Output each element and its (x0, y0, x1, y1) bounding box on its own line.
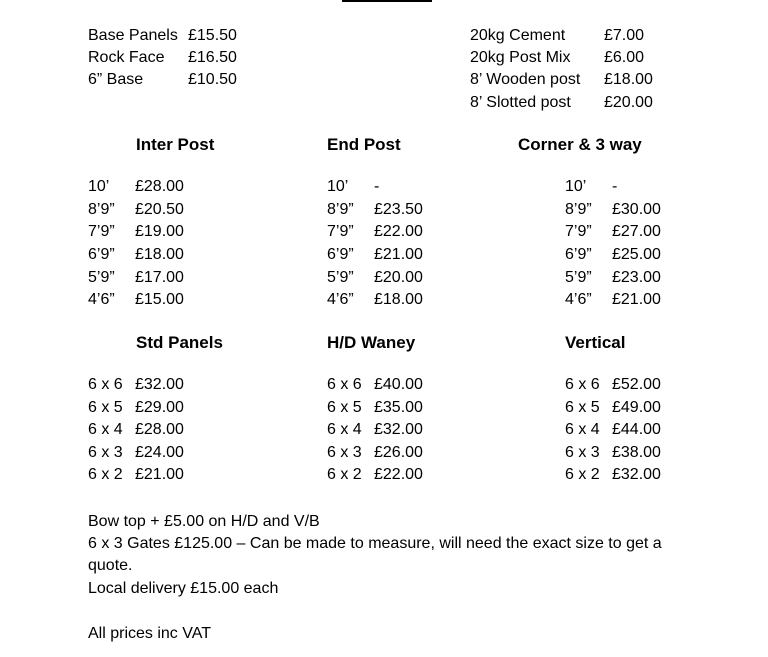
end-post-row (327, 244, 447, 266)
material-row (470, 25, 670, 47)
inter-post-heading: Inter Post (136, 135, 215, 154)
material-label: 20kg Cement (470, 27, 566, 44)
post-price: - (374, 178, 380, 195)
panel-size: 6 x 2 (88, 466, 123, 483)
panel-price: £22.00 (374, 466, 423, 483)
post-price: £15.00 (135, 291, 184, 308)
vat-note: All prices inc VAT (88, 625, 211, 642)
panel-price: £40.00 (374, 376, 423, 393)
material-label: 8’ Wooden post (470, 71, 581, 88)
post-price: £28.00 (135, 178, 184, 195)
panel-size: 6 x 3 (327, 444, 362, 461)
end-post-row (327, 176, 447, 198)
panel-size: 6 x 6 (565, 376, 600, 393)
post-size: 8’9” (88, 201, 115, 218)
post-price: £18.00 (135, 246, 184, 263)
post-size: 4’6” (565, 291, 592, 308)
vertical-panel-row (565, 442, 685, 464)
corner-post-heading: Corner & 3 way (518, 135, 642, 154)
material-row (470, 69, 670, 91)
panel-price: £52.00 (612, 376, 661, 393)
material-label: 8’ Slotted post (470, 94, 571, 111)
post-price: £17.00 (135, 269, 184, 286)
hd-waney-heading: H/D Waney (327, 333, 416, 352)
vertical-panel-row (565, 464, 685, 486)
post-price: £25.00 (612, 246, 661, 263)
material-price: £6.00 (604, 49, 645, 66)
inter-post-row (88, 176, 208, 198)
post-price: £19.00 (135, 223, 184, 240)
hd-panel-row (327, 442, 447, 464)
material-row (470, 47, 670, 69)
material-label: Rock Face (88, 49, 165, 66)
hd-panel-row (327, 419, 447, 441)
post-size: 6’9” (565, 246, 592, 263)
std-panel-row (88, 374, 208, 396)
post-price: £23.00 (612, 269, 661, 286)
end-post-row (327, 267, 447, 289)
panel-price: £26.00 (374, 444, 423, 461)
corner-post-row (565, 289, 685, 311)
material-price: £16.50 (188, 49, 237, 66)
panel-size: 6 x 2 (565, 466, 600, 483)
post-price: £22.00 (374, 223, 423, 240)
panel-size: 6 x 3 (565, 444, 600, 461)
post-size: 7’9” (565, 223, 592, 240)
post-size: 6’9” (88, 246, 115, 263)
panel-size: 6 x 2 (327, 466, 362, 483)
inter-post-row (88, 267, 208, 289)
post-price: £20.50 (135, 201, 184, 218)
panel-size: 6 x 5 (88, 399, 123, 416)
vertical-panel-row (565, 374, 685, 396)
inter-post-row (88, 221, 208, 243)
panel-size: 6 x 3 (88, 444, 123, 461)
material-label: 20kg Post Mix (470, 49, 571, 66)
panel-price: £21.00 (135, 466, 184, 483)
panel-price: £35.00 (374, 399, 423, 416)
material-label: 6” Base (88, 71, 144, 88)
corner-post-row (565, 244, 685, 266)
panel-price: £44.00 (612, 421, 661, 438)
end-post-heading: End Post (327, 135, 401, 154)
vertical-heading: Vertical (565, 333, 626, 352)
post-price: £18.00 (374, 291, 423, 308)
post-size: 10’ (88, 178, 110, 195)
material-price: £20.00 (604, 94, 653, 111)
post-price: - (612, 178, 618, 195)
end-post-row (327, 199, 447, 221)
panel-price: £29.00 (135, 399, 184, 416)
post-size: 5’9” (327, 269, 354, 286)
vertical-panel-row (565, 419, 685, 441)
post-price: £21.00 (612, 291, 661, 308)
panel-price: £24.00 (135, 444, 184, 461)
gates-note: 6 x 3 Gates £125.00 – Can be made to measure, will need the exact size to get a quote. (88, 535, 662, 574)
panel-size: 6 x 6 (327, 376, 362, 393)
material-label: Base Panels (88, 27, 178, 44)
post-size: 5’9” (565, 269, 592, 286)
panel-size: 6 x 5 (327, 399, 362, 416)
panel-price: £32.00 (612, 466, 661, 483)
post-size: 8’9” (565, 201, 592, 218)
corner-post-row (565, 221, 685, 243)
panel-size: 6 x 4 (565, 421, 600, 438)
material-row (470, 92, 670, 114)
material-price: £15.50 (188, 27, 237, 44)
post-size: 4’6” (88, 291, 115, 308)
vertical-panel-row (565, 397, 685, 419)
end-post-row (327, 221, 447, 243)
post-size: 7’9” (327, 223, 354, 240)
material-row (88, 69, 248, 91)
post-price: £30.00 (612, 201, 661, 218)
hd-panel-row (327, 374, 447, 396)
post-size: 10’ (327, 178, 349, 195)
end-post-row (327, 289, 447, 311)
inter-post-row (88, 199, 208, 221)
post-size: 6’9” (327, 246, 354, 263)
material-row (88, 47, 248, 69)
inter-post-row (88, 244, 208, 266)
post-price: £27.00 (612, 223, 661, 240)
corner-post-row (565, 199, 685, 221)
hd-panel-row (327, 464, 447, 486)
panel-size: 6 x 6 (88, 376, 123, 393)
material-row (88, 25, 248, 47)
bow-top-note: Bow top + £5.00 on H/D and V/B (88, 513, 320, 530)
post-size: 8’9” (327, 201, 354, 218)
post-price: £21.00 (374, 246, 423, 263)
material-price: £7.00 (604, 27, 645, 44)
panel-price: £32.00 (135, 376, 184, 393)
std-panel-row (88, 419, 208, 441)
panel-size: 6 x 4 (327, 421, 362, 438)
panel-price: £38.00 (612, 444, 661, 461)
panel-price: £32.00 (374, 421, 423, 438)
material-price: £10.50 (188, 71, 237, 88)
std-panels-heading: Std Panels (136, 333, 223, 352)
panel-price: £49.00 (612, 399, 661, 416)
panel-size: 6 x 5 (565, 399, 600, 416)
post-size: 5’9” (88, 269, 115, 286)
inter-post-row (88, 289, 208, 311)
post-size: 7’9” (88, 223, 115, 240)
post-price: £20.00 (374, 269, 423, 286)
hd-panel-row (327, 397, 447, 419)
material-price: £18.00 (604, 71, 653, 88)
corner-post-row (565, 267, 685, 289)
delivery-note: Local delivery £15.00 each (88, 580, 279, 597)
corner-post-row (565, 176, 685, 198)
title-underline (342, 0, 432, 2)
post-price: £23.50 (374, 201, 423, 218)
panel-price: £28.00 (135, 421, 184, 438)
post-size: 10’ (565, 178, 587, 195)
std-panel-row (88, 464, 208, 486)
post-size: 4’6” (327, 291, 354, 308)
std-panel-row (88, 397, 208, 419)
panel-size: 6 x 4 (88, 421, 123, 438)
std-panel-row (88, 442, 208, 464)
